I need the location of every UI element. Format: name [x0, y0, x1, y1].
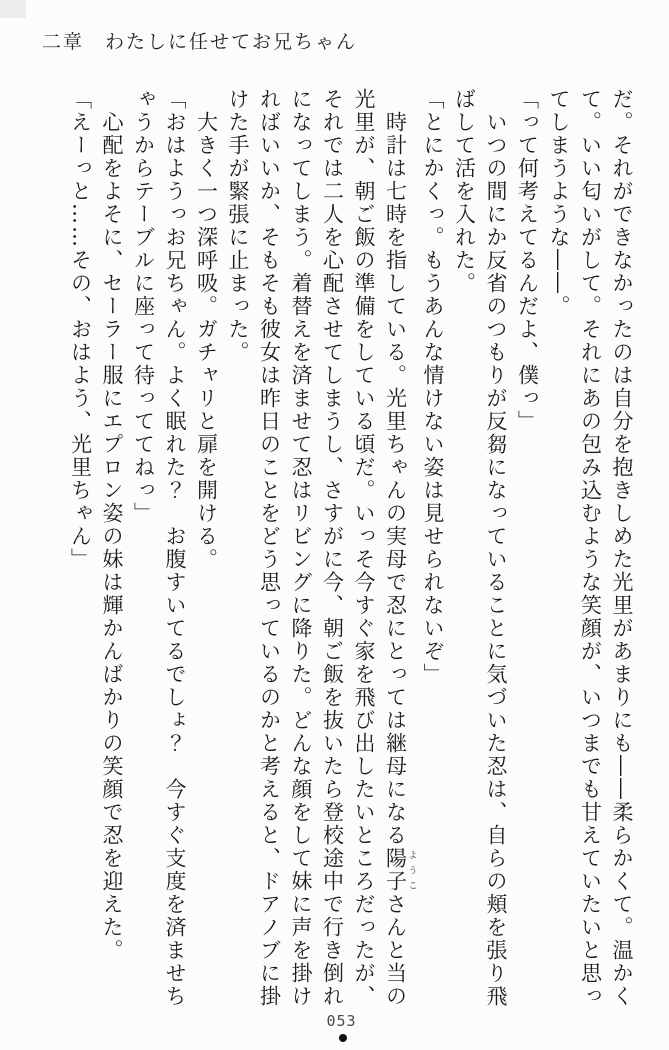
- text-column: 「とにかくっ。もうあんな情けない姿は見せられないぞ」: [421, 88, 445, 686]
- page-number: 053: [326, 1012, 357, 1030]
- ruby-annotated-word: 陽子 ようこ: [383, 847, 417, 893]
- text-column: だ。それができなかったのは自分を抱きしめた光里があまりにも――柔らかくて。温かく: [610, 88, 634, 1008]
- text-column: 心配をよそに、セーラー服にエプロン姿の妹は輝かんばかりの笑顔で忍を迎えた。: [100, 111, 124, 962]
- text-column: けた手が緊張に止まった。: [226, 88, 250, 364]
- page-footer: [0, 1012, 669, 1042]
- text-column: 大きく一つ深呼吸。ガチャリと扉を開ける。: [194, 111, 219, 571]
- body-text: [64, 88, 637, 1014]
- text-column: ばして活を入れた。: [452, 88, 477, 295]
- text-column: 「って何考えてるんだよ、僕っ」: [515, 88, 540, 433]
- text-column: 光里が、朝ご飯の準備をしている頃だ。いっそ今すぐ家を飛び出したいところだったが、: [352, 88, 376, 1008]
- text-column: 「えーっと……その、おはよう、光里ちゃん」: [68, 88, 93, 571]
- text-column: それでは二人を心配させてしまうし、さすがに今、朝ご飯を抜いたら登校途中で行き倒れ: [320, 88, 345, 1008]
- section-dot-icon: [339, 1034, 347, 1042]
- chapter-header: 二章 わたしに任せてお兄ちゃん: [42, 31, 358, 53]
- text-column: いつの間にか反省のつもりが反芻になっていることに気づいた忍は、自らの頬を張り飛: [484, 111, 508, 1008]
- text-column: てしまうような――。: [547, 88, 571, 318]
- text-column: て。いい匂いがして。それにあの包み込むような笑顔が、いつまでも甘えていたいと思っ: [578, 88, 603, 1008]
- text-column: ればいいか、そもそも彼女は昨日のことをどう思っているのかと考えると、ドアノブに掛: [257, 88, 282, 1008]
- text-column: 時計は七時を指している。光里ちゃんの実母で忍にとっては継母になる陽子 ようこさんと当の: [383, 111, 417, 1008]
- scan-artifact: [0, 0, 26, 18]
- text-column: になってしまう。着替えを済ませて忍はリビングに降りた。どんな顔をして妹に声を掛け: [289, 88, 313, 1008]
- text-column: 「おはようっお兄ちゃん。よく眠れた？ お腹すいてるでしょ？ 今すぐ支度を済ませち: [163, 88, 187, 1008]
- text-column: ゃうからテーブルに座って待っててねっ」: [131, 88, 156, 525]
